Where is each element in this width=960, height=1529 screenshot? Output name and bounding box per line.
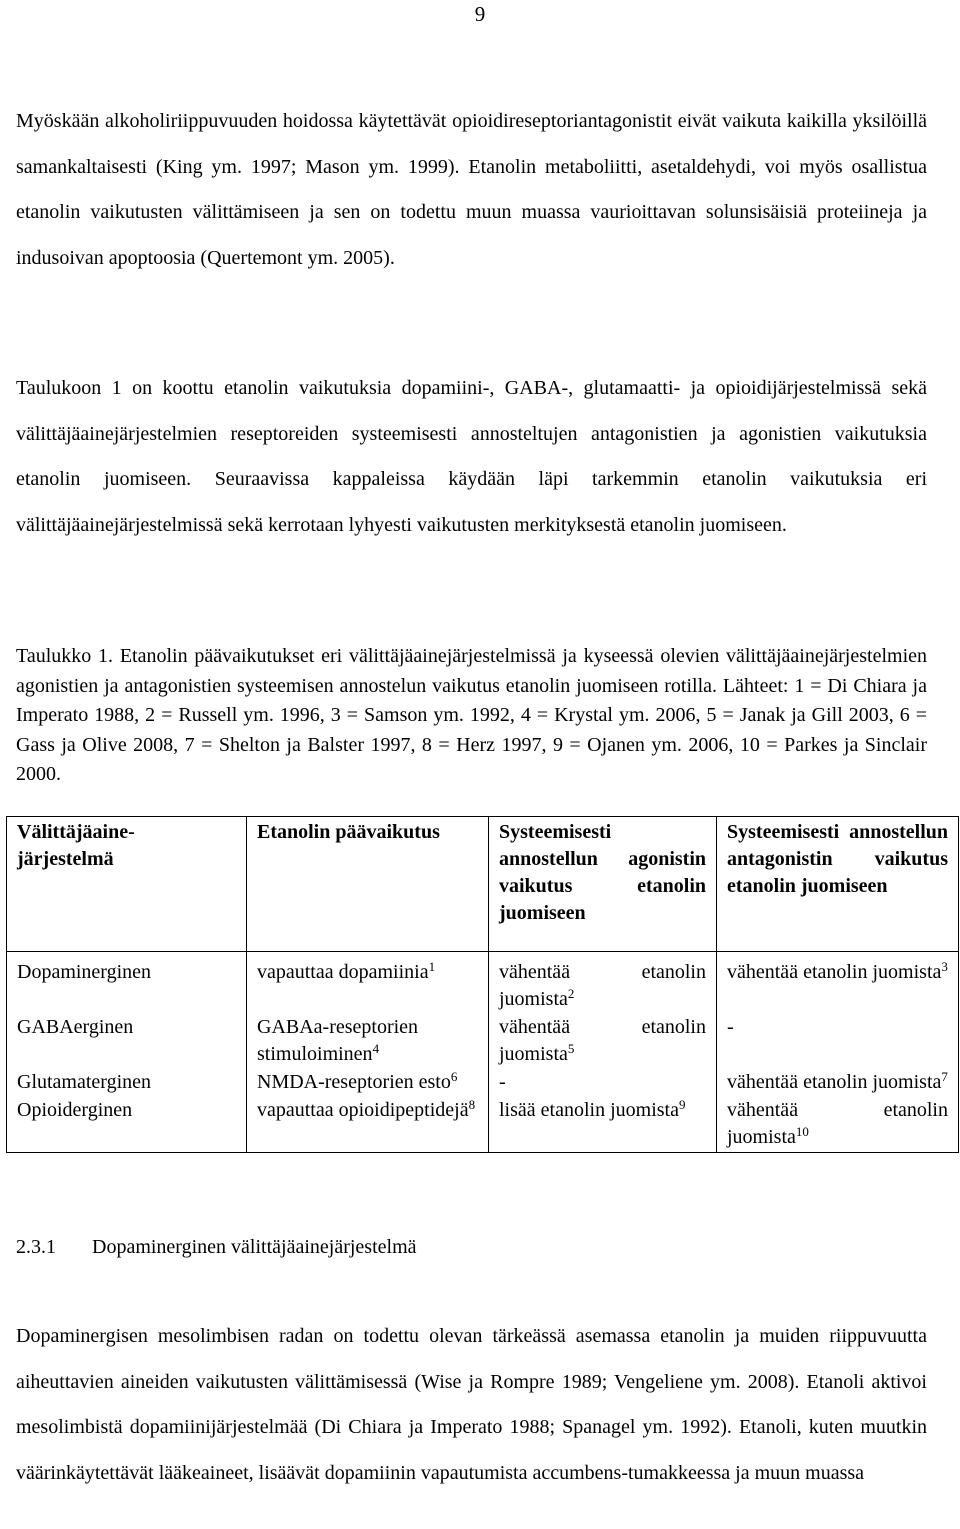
reference-number: 8 [468,1097,476,1112]
table-row [7,1097,959,1153]
reference-number: 1 [428,959,436,974]
header-agonist: Systeemisesti annostellun agonistin vaikutus etanolin juomiseen [489,817,717,952]
cell-antagonist: vähentää etanolin juomista$^{10}$ [717,1097,959,1153]
header-system: Välittäjäaine- järjestelmä [7,817,247,952]
table-row [7,1069,959,1097]
reference-number: 3 [941,959,948,974]
cell-antagonist: vähentää etanolin juomista$^3$ [717,952,959,1015]
cell-agonist: vähentää etanolin juomista$^2$ [489,952,717,1015]
cell-system: Opioiderginen [7,1097,247,1153]
cell-agonist: lisää etanolin juomista$^9$ [489,1097,717,1153]
reference-number: 2 [567,986,575,1001]
reference-number: 5 [567,1041,575,1056]
reference-number: 7 [941,1069,948,1084]
data-table [6,816,959,1153]
table-header-row [7,817,959,952]
cell-antagonist: - [717,1014,959,1069]
cell-system: Dopaminerginen [7,952,247,1015]
table-row [7,1014,959,1069]
page-number: 9 [474,2,486,26]
cell-system: GABAerginen [7,1014,247,1069]
header-antagonist: Systeemisesti annostellun antagonistin vaikutus etanolin juomiseen [717,817,959,952]
paragraph-3: Dopaminergisen mesolimbisen radan on todettu olevan tärkeässä asemassa etanolin ja muiden riippuvuutta aiheuttavien aineiden vaikutusten välittämisessä (Wise ja Rompre 1989; Vengeliene ym. 2008). Etanoli aktivoi mesolimbistä dopamiinijärjestelmää (Di Chiara ja Imperato 1988; Spanagel ym. 1992). Etanoli, kuten muutkin väärinkäytettävät lääkeaineet, lisäävät dopamiinin vapautumista accumbens-tumakkeessa ja muun muassa [16,1325,927,1484]
cell-effect: NMDA-reseptorien esto$^6$ [247,1069,489,1097]
reference-number: 10 [795,1124,809,1139]
cell-effect: vapauttaa dopamiinia$^1$ [247,952,489,1015]
reference-number: 9 [678,1097,686,1112]
header-main-effect: Etanolin päävaikutus [247,817,489,952]
table-row [7,952,959,1015]
cell-agonist: - [489,1069,717,1097]
section-title: Dopaminerginen välittäjäainejärjestelmä [92,1236,417,1258]
cell-effect: GABAa-reseptorien stimuloiminen$^4$ [247,1014,489,1069]
cell-agonist: vähentää etanolin juomista$^5$ [489,1014,717,1069]
paragraph-1: Myöskään alkoholiriippuvuuden hoidossa käytettävät opioidireseptoriantagonistit eivät vaikuta kaikilla yksilöillä samankaltaisesti (King ym. 1997; Mason ym. 1999). Etanolin metaboliitti, asetaldehydi, voi myös osallistua etanolin vaikutusten välittämiseen ja sen on todettu muun muassa vaurioittavan solunsisäisiä proteiineja ja indusoivan apoptoosia (Quertemont ym. 2005). [16,110,927,269]
cell-effect: vapauttaa opioidipeptidejä$^8$ [247,1097,489,1153]
cell-antagonist: vähentää etanolin juomista$^7$ [717,1069,959,1097]
cell-system: Glutamaterginen [7,1069,247,1097]
reference-number: 4 [372,1041,380,1056]
section-number: 2.3.1 [16,1236,56,1258]
table-caption: Taulukko 1. Etanolin päävaikutukset eri välittäjäainejärjestelmissä ja kyseessä olevien välittäjäainejärjestelmien agonistien ja antagonistien systeemisen annostelun vaikutus etanolin juomiseen rotilla. Lähteet: 1 = Di Chiara ja Imperato 1988, 2 = Russell ym. 1996, 3 = Samson ym. 1992, 4 = Krystal ym. 2006, 5 = Janak ja Gill 2003, 6 = Gass ja Olive 2008, 7 = Shelton ja Balster 1997, 8 = Herz 1997, 9 = Ojanen ym. 2006, 10 = Parkes ja Sinclair 2000. [16,645,927,785]
section-heading [16,1232,417,1262]
paragraph-2: Taulukoon 1 on koottu etanolin vaikutuksia dopamiini-, GABA-, glutamaatti- ja opioidijärjestelmissä sekä välittäjäainejärjestelmien reseptoreiden systeemisesti annosteltujen antagonistien ja agonistien vaikutuksia etanolin juomiseen. Seuraavissa kappaleissa käydään läpi tarkemmin etanolin vaikutuksia eri välittäjäainejärjestelmissä sekä kerrotaan lyhyesti vaikutusten merkityksestä etanolin juomiseen. [16,377,927,536]
reference-number: 6 [450,1069,458,1084]
